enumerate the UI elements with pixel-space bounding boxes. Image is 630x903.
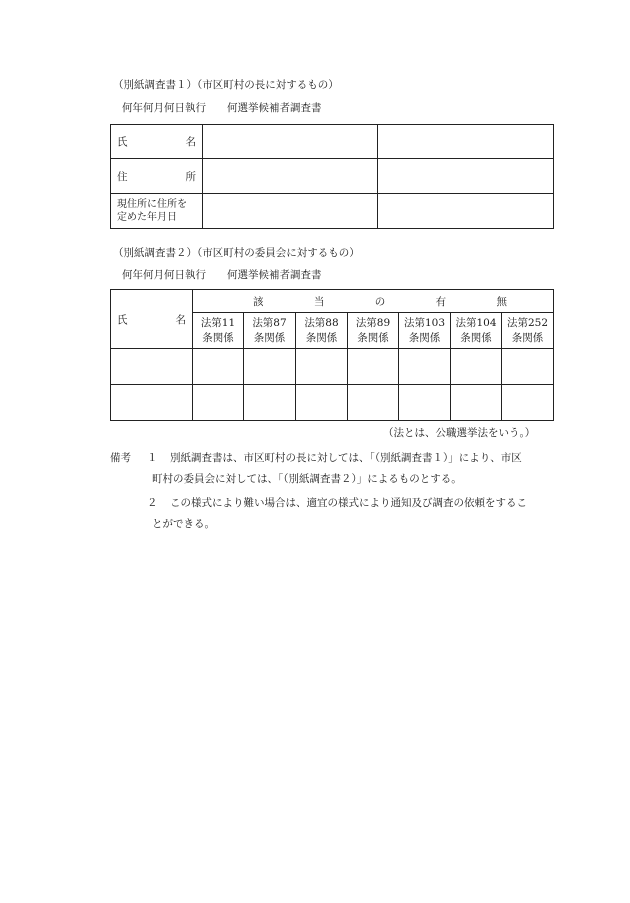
form2-row2-cell[interactable] bbox=[451, 385, 502, 421]
applicable-header-cell bbox=[193, 290, 554, 313]
law-col-88-line2: 条関係 bbox=[305, 331, 338, 344]
form2-heading: （別紙調査書２）（市区町村の委員会に対するもの） bbox=[113, 247, 360, 259]
remark-2-line1: この様式により難い場合は、適宜の様式により通知及び調査の依頼をするこ bbox=[170, 497, 527, 509]
law-col-89-line1: 法第89 bbox=[355, 316, 391, 329]
form2-name-char1: 氏 bbox=[117, 313, 128, 326]
name-label-char2: 名 bbox=[185, 136, 196, 148]
name-label-char1: 氏 bbox=[117, 136, 128, 148]
law-col-11-line1: 法第11 bbox=[200, 316, 236, 329]
law-col-87-line1: 法第87 bbox=[252, 316, 287, 329]
law-col-103 bbox=[399, 313, 451, 349]
form2-row1-cell[interactable] bbox=[348, 349, 399, 385]
law-col-88-line1: 法第88 bbox=[304, 316, 339, 329]
form1-row-name bbox=[111, 125, 554, 159]
applicable-char5: 無 bbox=[496, 295, 507, 308]
law-col-88 bbox=[296, 313, 348, 349]
form2-row1-cell[interactable] bbox=[451, 349, 502, 385]
form2-row2-cell[interactable] bbox=[244, 385, 296, 421]
law-col-11 bbox=[193, 313, 244, 349]
form2-data-row-1 bbox=[111, 349, 554, 385]
form2-name-char2: 名 bbox=[175, 313, 186, 326]
form2-row1-name-cell[interactable] bbox=[111, 349, 193, 385]
form1-row-date bbox=[111, 194, 554, 229]
date-value-cell-2[interactable] bbox=[378, 194, 554, 229]
law-col-103-line1: 法第103 bbox=[403, 316, 446, 329]
address-label-cell bbox=[111, 159, 203, 194]
remark-2-number: ２ bbox=[147, 497, 158, 509]
form2-row2-cell[interactable] bbox=[296, 385, 348, 421]
date-label-line1: 現住所に住所を bbox=[117, 199, 187, 210]
form2-footnote: （法とは、公職選挙法をいう。） bbox=[383, 427, 536, 439]
form2-row1-cell[interactable] bbox=[244, 349, 296, 385]
form2-row1-cell[interactable] bbox=[296, 349, 348, 385]
form2-name-label-cell bbox=[111, 290, 193, 349]
address-label-char1: 住 bbox=[117, 170, 128, 183]
form2-subtitle: 何年何月何日執行 何選挙候補者調査書 bbox=[122, 269, 322, 281]
form1-heading: （別紙調査書１）（市区町村の長に対するもの） bbox=[113, 79, 339, 91]
law-col-252 bbox=[502, 313, 554, 349]
remark-1-line2: 町村の委員会に対しては、「（別紙調査書２）」によるものとする。 bbox=[152, 473, 462, 485]
form1-subtitle: 何年何月何日執行 何選挙候補者調査書 bbox=[122, 102, 322, 114]
form2-row1-cell[interactable] bbox=[193, 349, 244, 385]
date-label-line2: 定めた年月日 bbox=[117, 212, 177, 223]
date-value-cell-1[interactable] bbox=[203, 194, 378, 229]
form1-table bbox=[110, 124, 554, 229]
remark-2-line2: とができる。 bbox=[152, 518, 215, 530]
name-value-cell-2[interactable] bbox=[378, 125, 554, 159]
name-label-cell bbox=[111, 125, 203, 159]
remark-1-number: １ bbox=[147, 452, 158, 464]
name-value-cell-1[interactable] bbox=[203, 125, 378, 159]
law-col-104-line2: 条関係 bbox=[460, 331, 492, 344]
form2-row2-cell[interactable] bbox=[399, 385, 451, 421]
law-col-252-line1: 法第252 bbox=[506, 316, 549, 329]
applicable-char1: 該 bbox=[253, 295, 264, 308]
law-col-11-line2: 条関係 bbox=[202, 331, 234, 344]
form2-header-row bbox=[111, 290, 554, 313]
law-col-87 bbox=[244, 313, 296, 349]
applicable-char4: 有 bbox=[435, 295, 447, 308]
form2-data-row-2 bbox=[111, 385, 554, 421]
applicable-char3: の bbox=[374, 295, 386, 308]
law-col-87-line2: 条関係 bbox=[253, 331, 286, 344]
form2-row2-cell[interactable] bbox=[502, 385, 554, 421]
law-col-89-line2: 条関係 bbox=[357, 331, 389, 344]
form2-row1-cell[interactable] bbox=[399, 349, 451, 385]
remarks-label: 備考 bbox=[110, 452, 131, 464]
date-label-cell bbox=[111, 194, 203, 229]
remark-1-line1: 別紙調査書は、市区町村の長に対しては、「（別紙調査書１）」により、市区 bbox=[170, 452, 522, 464]
form2-row1-cell[interactable] bbox=[502, 349, 554, 385]
form2-table bbox=[110, 289, 554, 421]
form1-row-address bbox=[111, 159, 554, 194]
form2-row2-cell[interactable] bbox=[193, 385, 244, 421]
form2-row2-name-cell[interactable] bbox=[111, 385, 193, 421]
form2-row2-cell[interactable] bbox=[348, 385, 399, 421]
law-col-252-line2: 条関係 bbox=[511, 331, 544, 344]
address-value-cell-1[interactable] bbox=[203, 159, 378, 194]
law-col-89 bbox=[348, 313, 399, 349]
law-col-103-line2: 条関係 bbox=[408, 331, 441, 344]
address-value-cell-2[interactable] bbox=[378, 159, 554, 194]
address-label-char2: 所 bbox=[185, 170, 196, 183]
applicable-char2: 当 bbox=[313, 295, 325, 308]
law-col-104-line1: 法第104 bbox=[455, 316, 497, 329]
law-col-104 bbox=[451, 313, 502, 349]
